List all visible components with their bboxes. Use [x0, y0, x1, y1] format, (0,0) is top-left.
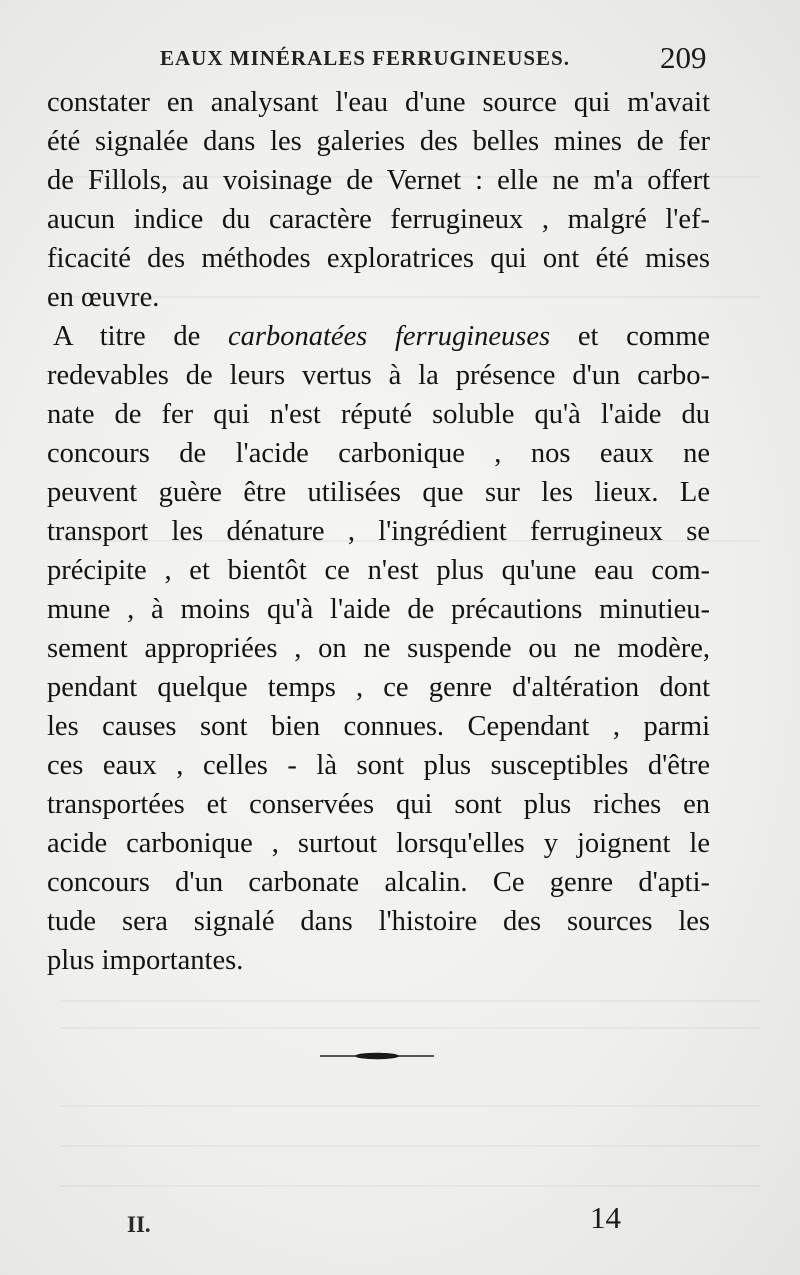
text-line: ces eaux , celles - là sont plus susceptibles d'être: [47, 750, 710, 781]
text-line: mune , à moins qu'à l'aide de précautions minutieu-: [47, 594, 710, 625]
text-line: concours d'un carbonate alcalin. Ce genre d'apti-: [47, 867, 710, 898]
section-divider-ornament: [318, 1050, 436, 1062]
body-text: [47, 83, 710, 980]
text-line: ficacité des méthodes exploratrices qui ont été mises: [47, 243, 710, 274]
text-line: constater en analysant l'eau d'une source qui m'avait: [47, 87, 710, 118]
text-line: tude sera signalé dans l'histoire des sources les: [47, 906, 710, 937]
page-number: 209: [660, 40, 707, 75]
text-line: concours de l'acide carbonique , nos eaux ne: [47, 438, 710, 469]
text-line: en œuvre.: [47, 282, 160, 313]
text-line: acide carbonique , surtout lorsqu'elles y joignent le: [47, 828, 710, 859]
text-line: plus importantes.: [47, 945, 244, 976]
gathering-mark: 14: [590, 1200, 621, 1235]
text-line: de Fillols, au voisinage de Vernet : elle ne m'a offert: [47, 165, 710, 196]
page-header: [0, 40, 800, 80]
text-line: pendant quelque temps , ce genre d'altération dont: [47, 672, 710, 703]
text-segment: A titre de: [53, 321, 201, 352]
text-line: sement appropriées , on ne suspende ou ne modère,: [47, 633, 710, 664]
italic-term: carbonatées ferrugineuses: [227, 321, 551, 352]
paragraph-first-line: [47, 317, 710, 356]
text-segment: et comme: [577, 321, 711, 352]
signature-mark: II.: [127, 1212, 151, 1237]
text-line: aucun indice du caractère ferrugineux , malgré l'ef-: [47, 204, 710, 235]
text-line: précipite , et bientôt ce n'est plus qu'une eau com-: [47, 555, 710, 586]
text-line: transportées et conservées qui sont plus riches en: [47, 789, 710, 820]
running-title: EAUX MINÉRALES FERRUGINEUSES.: [160, 46, 570, 70]
text-line: peuvent guère être utilisées que sur les lieux. Le: [47, 477, 710, 508]
text-line: redevables de leurs vertus à la présence d'un carbo-: [47, 360, 710, 391]
text-line: été signalée dans les galeries des belles mines de fer: [47, 126, 710, 157]
text-line: les causes sont bien connues. Cependant , parmi: [47, 711, 710, 742]
text-line: nate de fer qui n'est réputé soluble qu'à l'aide du: [47, 399, 710, 430]
text-line: transport les dénature , l'ingrédient ferrugineux se: [47, 516, 710, 547]
